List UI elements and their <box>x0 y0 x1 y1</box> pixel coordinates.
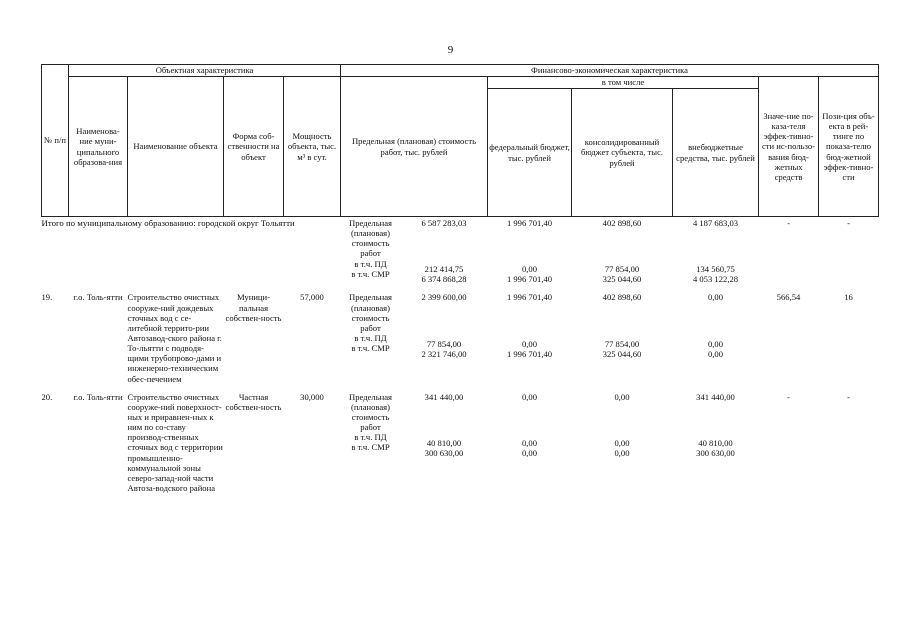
consolidated-value: 402 898,60 <box>602 218 642 228</box>
row-capacity: 30,000 <box>300 391 324 402</box>
finance-table <box>41 64 879 493</box>
federal-value: 1 996 701,40 <box>506 292 553 303</box>
cost-value: 2 321 746,00 <box>421 348 467 359</box>
cost-kind-label: Предельная (плановая) стоимость работ <box>349 218 392 259</box>
cost-value: 212 414,75 <box>424 264 464 275</box>
position-value: - <box>847 391 850 402</box>
table-row <box>42 284 879 383</box>
federal-value: 0,00 <box>521 264 538 275</box>
cost-value: 6 587 283,03 <box>421 218 467 228</box>
cost-value: 77 854,00 <box>426 338 462 349</box>
cost-kind-label: в т.ч. ПД <box>354 332 387 343</box>
row-object-name: Строительство очистных сооруже-ний поверхност-ных и приравнен-ных к ним по со-ставу производ-ственных сточных вод с территории промышленно-коммунальной зоны северо-запад-ной части Автоза-водского района <box>127 391 223 493</box>
page-number: 9 <box>447 44 454 56</box>
position-header: Пози-ция объ-екта в рей-тинге по показа-телю бюд-жетной эффек-тивно-сти <box>819 77 879 217</box>
extrabudget-value: 0,00 <box>707 348 724 359</box>
cost-kind-label: в т.ч. СМР <box>351 343 390 354</box>
efficiency-value: - <box>787 218 790 228</box>
consolidated-value: 0,00 <box>614 437 630 448</box>
cost-kind-label: в т.ч. ПД <box>354 432 387 443</box>
municipality-header: Наименова-ние муни-ципального образова-ния <box>69 77 128 217</box>
consolidated-value: 77 854,00 <box>604 338 640 349</box>
position-value: - <box>847 218 850 228</box>
consolidated-value: 402 898,60 <box>602 292 642 303</box>
federal-header: федеральный бюджет, тыс. рублей <box>488 89 572 217</box>
cost-kind-label: Предельная (плановая) стоимость работ <box>349 292 392 333</box>
cost-kind-label: Предельная (плановая) стоимость работ <box>349 391 392 433</box>
row-number: 20. <box>41 391 53 402</box>
cost-kind-label: в т.ч. СМР <box>351 268 390 279</box>
finance-group-header: Финансово-экономическая характеристика <box>341 65 879 77</box>
position-value: 16 <box>844 292 853 303</box>
itogo-row <box>42 217 879 285</box>
consolidated-header: консолидированный бюджет субъекта, тыс. рублей <box>572 89 673 217</box>
row-municipality: г.о. Толь-ятти <box>73 292 123 303</box>
extrabudget-value: 40 810,00 <box>698 437 733 448</box>
row-number: 19. <box>41 292 53 303</box>
efficiency-value: - <box>787 391 790 402</box>
extrabudget-value: 4 187 683,03 <box>692 218 739 228</box>
consolidated-value: 77 854,00 <box>604 264 640 275</box>
row-municipality: г.о. Толь-ятти <box>73 391 123 402</box>
extrabudget-value: 300 630,00 <box>696 447 735 458</box>
ownership-header: Форма соб-ственности на объект <box>224 77 284 217</box>
itogo-label: Итого по муниципальному образованию: городской округ Тольятти <box>41 218 295 228</box>
capacity-header: Мощность объекта, тыс. м³ в сут. <box>284 77 341 217</box>
consolidated-value: 0,00 <box>614 447 630 458</box>
consolidated-value: 325 044,60 <box>602 348 642 359</box>
row-ownership: Муници-пальная собствен-ность <box>225 292 282 323</box>
extrabudget-value: 0,00 <box>707 338 724 349</box>
efficiency-header: Значе-ние по-каза-теля эффек-тивно-сти ис-пользо-вания бюд-жетных средств <box>759 77 819 217</box>
efficiency-value: 566,54 <box>776 292 801 303</box>
cost-value: 40 810,00 <box>426 437 462 448</box>
consolidated-value: 325 044,60 <box>602 274 642 285</box>
cost-value: 300 630,00 <box>424 447 464 458</box>
cost-kind-label: в т.ч. ПД <box>354 258 387 269</box>
federal-value: 1 996 701,40 <box>506 218 553 228</box>
object-name-header: Наименование объекта <box>128 77 224 217</box>
cost-value: 2 399 600,00 <box>421 292 467 303</box>
extrabudget-value: 4 053 122,28 <box>692 274 739 285</box>
consolidated-value: 0,00 <box>614 391 630 402</box>
cost-value: 6 374 868,28 <box>421 274 467 285</box>
col-num-header: № п/п <box>42 65 69 217</box>
cost-kind-label: в т.ч. СМР <box>351 442 390 453</box>
including-header: в том числе <box>488 77 759 89</box>
federal-value: 1 996 701,40 <box>506 348 553 359</box>
extrabudget-header: внебюджетные средства, тыс. рублей <box>673 89 759 217</box>
extrabudget-value: 0,00 <box>707 292 724 303</box>
table-row <box>42 384 879 493</box>
row-capacity: 57,000 <box>300 292 324 303</box>
cost-value: 341 440,00 <box>424 391 464 402</box>
row-object-name: Строительство очистных сооруже-ний дождевых сточных вод с се-литебной террито-рии Автозавод-ского района г. То-льятти с подводя-щими трубопрово-дами и инженерно-техническим обес-печением <box>127 292 222 384</box>
extrabudget-value: 341 440,00 <box>696 391 735 402</box>
federal-value: 0,00 <box>521 391 538 402</box>
max-cost-header: Предельная (плановая) стоимость работ, тыс. рублей <box>341 77 488 217</box>
federal-value: 0,00 <box>521 447 538 458</box>
federal-value: 0,00 <box>521 338 538 349</box>
extrabudget-value: 134 560,75 <box>696 264 735 275</box>
federal-value: 0,00 <box>521 437 538 448</box>
row-ownership: Частная собствен-ность <box>225 391 282 412</box>
federal-value: 1 996 701,40 <box>506 274 553 285</box>
object-group-header: Объектная характеристика <box>69 65 341 77</box>
